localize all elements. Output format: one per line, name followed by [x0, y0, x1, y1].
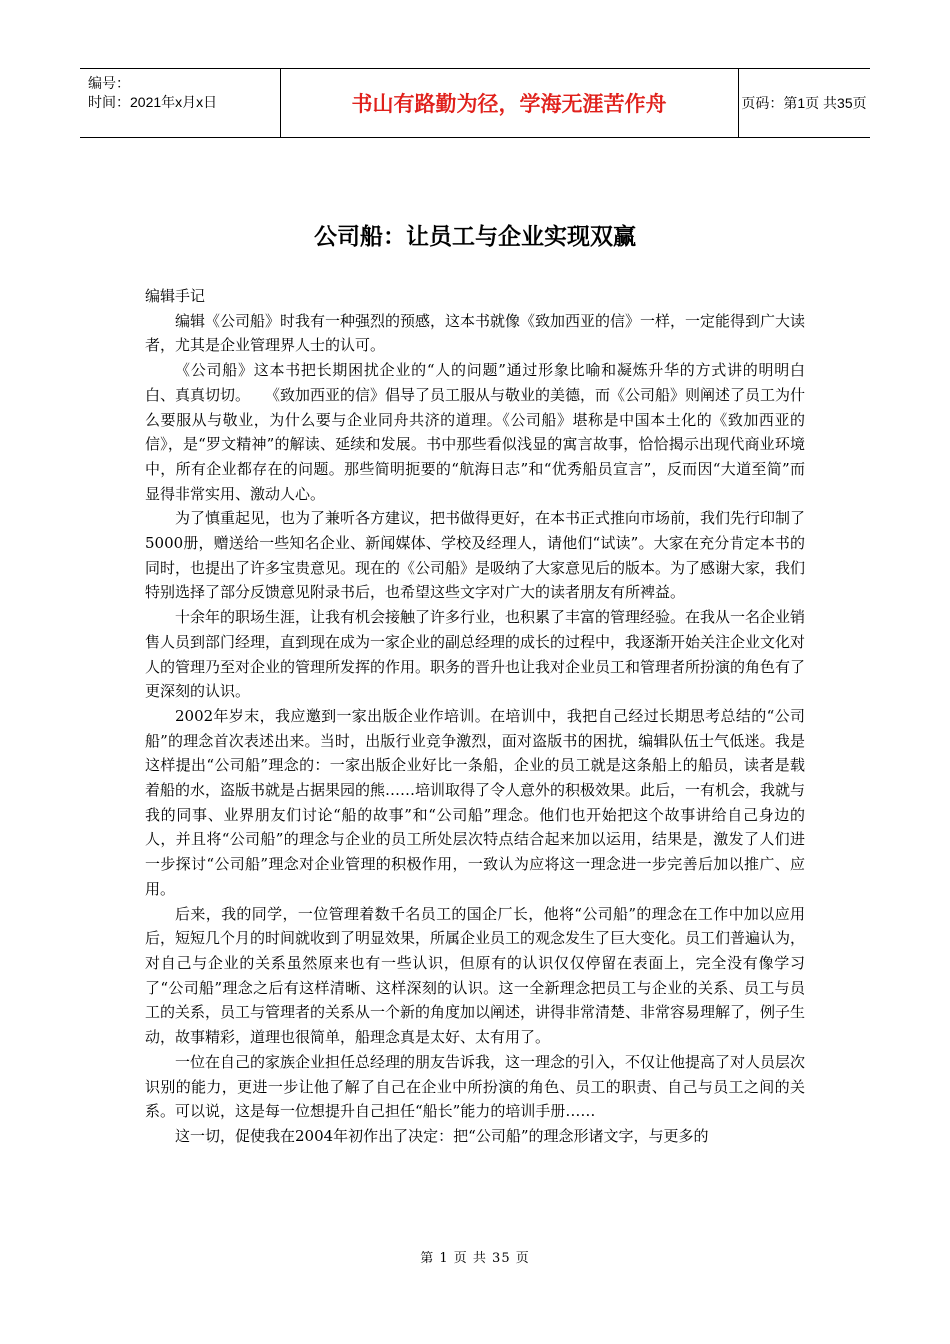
document-title: 公司船：让员工与企业实现双赢: [314, 224, 636, 250]
page-footer: 第 1 页 共 35 页: [420, 1251, 530, 1266]
paragraph: 十余年的职场生涯，让我有机会接触了许多行业，也积累了丰富的管理经验。在我从一名企业销售人员到部门经理，直到现在成为一家企业的副总经理的成长的过程中，我逐渐开始关注企业文化对人的管理乃至对企业的管理所发挥的作用。职务的晋升也让我对企业员工和管理者所扮演的角色有了更深刻的认识。: [145, 608, 806, 701]
paragraph: 《公司船》这本书把长期困扰企业的“人的问题”通过形象比喻和凝炼升华的方式讲的明明白白、真真切切。 《致加西亚的信》倡导了员工服从与敬业的美德，而《公司船》则阐述了员工为什么要服从与敬业，为什么要与企业同舟共济的道理。《公司船》堪称是中国本土化的《致加西亚的信》，是“罗文精神”的解读、延续和发展。书中那些看似浅显的寓言故事，恰恰揭示出现代商业环境中，所有企业都存在的问题。那些简明扼要的“航海日志”和“优秀船员宣言”，反而因“大道至简”而显得非常实用、激动人心。: [145, 361, 806, 503]
number-label: 编号：: [88, 75, 130, 91]
paragraph: 2002年岁末，我应邀到一家出版企业作培训。在培训中，我把自己经过长期思考总结的“公司船”的理念首次表述出来。当时，出版行业竞争激烈，面对盗版书的困扰，编辑队伍士气低迷。我是这样提出“公司船”理念的：一家出版企业好比一条船，企业的员工就是这条船上的船员，读者是载着船的水，盗版书就是占据果园的熊……培训取得了令人意外的积极效果。此后，一有机会，我就与我的同事、业界朋友们讨论“船的故事”和“公司船”理念。他们也开始把这个故事讲给自己身边的人，并且将“公司船”的理念与企业的员工所处层次特点结合起来加以运用，结果是，激发了人们进一步探讨“公司船”理念对企业管理的积极作用，一致认为应将这一理念进一步完善后加以推广、应用。: [145, 706, 806, 898]
paragraph: 为了慎重起见，也为了兼听各方建议，把书做得更好，在本书正式推向市场前，我们先行印制了5000册，赠送给一些知名企业、新闻媒体、学校及经理人，请他们“试读”。大家在充分肯定本书的同时，也提出了许多宝贵意见。现在的《公司船》是吸纳了大家意见后的版本。为了感谢大家，我们特别选择了部分反馈意见附录书后，也希望这些文字对广大的读者朋友有所裨益。: [145, 509, 806, 602]
header-page-info: 页码：第1页 共35页: [741, 95, 867, 111]
section-heading: 编辑手记: [145, 287, 206, 305]
paragraph: 一位在自己的家族企业担任总经理的朋友告诉我，这一理念的引入，不仅让他提高了对人员层次识别的能力，更进一步让他了解了自己在企业中所扮演的角色、员工的职责、自己与员工之间的关系。可以说，这是每一位想提升自己担任“船长”能力的培训手册……: [145, 1052, 806, 1121]
time-label: 时间：2021年x月x日: [88, 94, 218, 110]
header-meta: [80, 69, 281, 137]
header-motto: 书山有路勤为径，学海无涯苦作舟: [280, 69, 739, 137]
page-header: [80, 68, 870, 138]
document-body: [145, 284, 805, 1149]
paragraph: 后来，我的同学，一位管理着数千名员工的国企厂长，他将“公司船”的理念在工作中加以应用后，短短几个月的时间就收到了明显效果，所属企业员工的观念发生了巨大变化。员工们普遍认为，对自己与企业的关系虽然原来也有一些认识，但原有的认识仅仅停留在表面上，完全没有像学习了“公司船”理念之后有这样清晰、这样深刻的认识。这一全新理念把员工与企业的关系、员工与员工的关系，员工与管理者的关系从一个新的角度加以阐述，讲得非常清楚、非常容易理解了，例子生动，故事精彩，道理也很简单，船理念真是太好、太有用了。: [145, 904, 806, 1047]
paragraph: 编辑《公司船》时我有一种强烈的预感，这本书就像《致加西亚的信》一样，一定能得到广大读者，尤其是企业管理界人士的认可。: [145, 311, 806, 355]
paragraph: 这一切，促使我在2004年初作出了决定：把“公司船”的理念形诸文字，与更多的: [175, 1126, 709, 1145]
